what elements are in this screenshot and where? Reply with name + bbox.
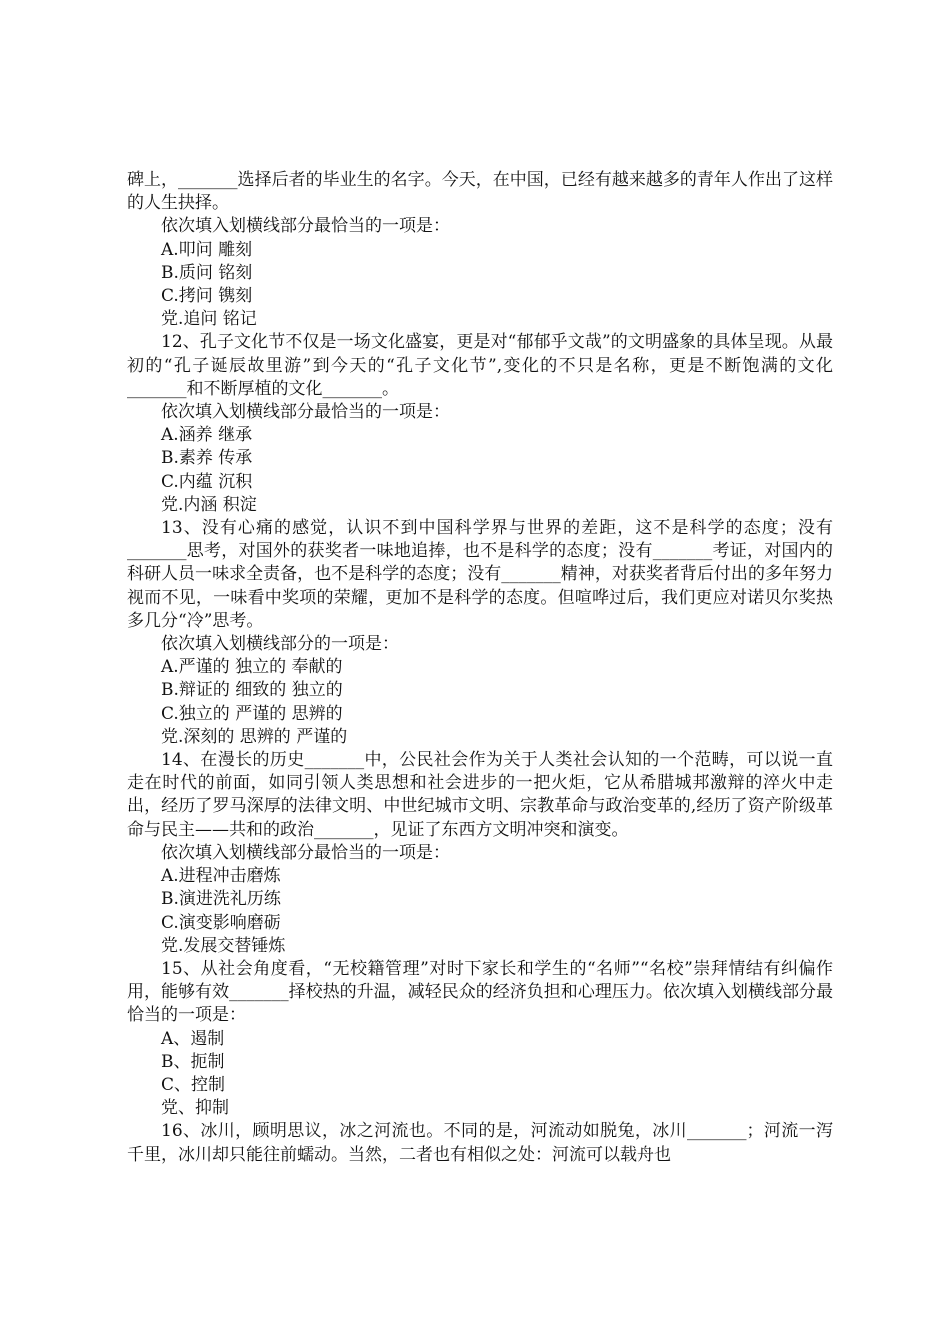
paragraph-q15: 15、从社会角度看，“无校籍管理”对时下家长和学生的“名师”“名校”崇拜情结有纠偏作用，能够有效_______择校热的升温，减轻民众的经济负担和心理压力。依次填入划横线部分最恰当的一项是： <box>127 958 833 1026</box>
option-c: C.内蕴 沉积 <box>161 471 253 492</box>
paragraph-q11-end: 碑上，_______选择后者的毕业生的名字。今天，在中国，已经有越来越多的青年人作出了这样的人生抉择。 <box>127 170 833 214</box>
option-a: A.叩问 雕刻 <box>161 239 253 260</box>
document-body <box>127 169 833 1167</box>
option-a: A、遏制 <box>161 1028 225 1049</box>
question-prompt: 依次填入划横线部分最恰当的一项是： <box>161 216 450 237</box>
option-a: A.进程冲击磨炼 <box>161 866 281 887</box>
option-b: B.素养 传承 <box>161 448 253 469</box>
option-c: C.演变影响磨砺 <box>161 912 281 933</box>
paragraph-q12: 12、孔子文化节不仅是一场文化盛宴，更是对“郁郁乎文哉”的文明盛象的具体呈现。从最初的“孔子诞辰故里游”到今天的“孔子文化节”,变化的不只是名称，更是不断饱满的文化_______和不断厚植的文化_______。 <box>127 332 833 399</box>
option-a: A.严谨的 独立的 奉献的 <box>161 657 343 678</box>
option-d: 党.追问 铭记 <box>161 309 257 330</box>
option-a: A.涵养 继承 <box>161 425 253 446</box>
paragraph-q16: 16、冰川，顾明思议，冰之河流也。不同的是，河流动如脱兔，冰川_______；河流一泻千里，冰川却只能往前蠕动。当然，二者也有相似之处：河流可以载舟也 <box>127 1121 833 1165</box>
question-prompt: 依次填入划横线部分最恰当的一项是： <box>161 402 450 423</box>
option-b: B.辩证的 细致的 独立的 <box>161 680 343 701</box>
option-b: B.演进洗礼历练 <box>161 889 281 910</box>
option-d: 党.内涵 积淀 <box>161 494 257 515</box>
option-c: C、控制 <box>161 1074 226 1095</box>
option-b: B.质问 铭刻 <box>161 262 253 283</box>
option-d: 党.发展交替锤炼 <box>161 935 286 956</box>
question-prompt: 依次填入划横线部分最恰当的一项是： <box>161 842 450 863</box>
option-c: C.拷问 镌刻 <box>161 286 253 307</box>
paragraph-q14: 14、在漫长的历史_______中，公民社会作为关于人类社会认知的一个范畴，可以说一直走在时代的前面，如同引领人类思想和社会进步的一把火炬，它从希腊城邦激辩的淬火中走出，经历了罗马深厚的法律文明、中世纪城市文明、宗教革命与政治变革的,经历了资产阶级革命与民主——共和的政治_______，见证了东西方文明冲突和演变。 <box>127 750 833 840</box>
option-d: 党.深刻的 思辨的 严谨的 <box>161 726 348 747</box>
option-b: B、扼制 <box>161 1051 225 1072</box>
paragraph-q13: 13、没有心痛的感觉，认识不到中国科学界与世界的差距，这不是科学的态度；没有_______思考，对国外的获奖者一味地追捧，也不是科学的态度；没有_______考证，对国内的科研人员一味求全责备，也不是科学的态度；没有_______精神，对获奖者背后付出的多年努力视而不见，一味看中奖项的荣耀，更加不是科学的态度。但喧哗过后，我们更应对诺贝尔奖热多几分“冷”思考。 <box>127 518 833 631</box>
question-prompt: 依次填入划横线部分的一项是： <box>161 634 399 655</box>
option-c: C.独立的 严谨的 思辨的 <box>161 703 343 724</box>
option-d: 党、抑制 <box>161 1098 229 1119</box>
